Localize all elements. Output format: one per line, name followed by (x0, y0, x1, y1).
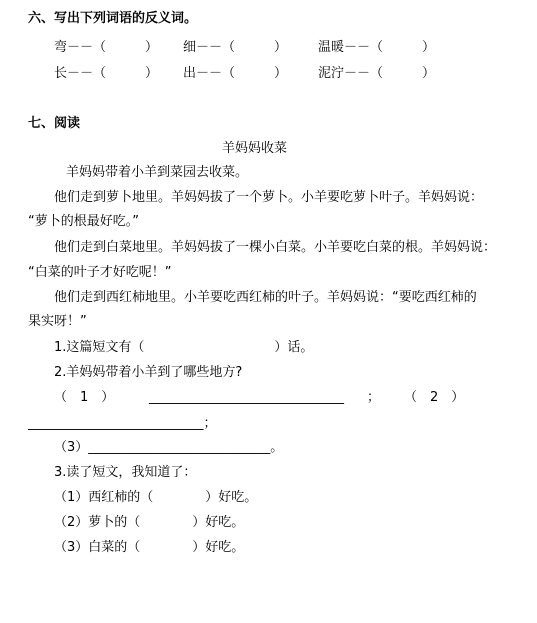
question-3-item: （2）萝卜的（ ）好吃。 (54, 515, 245, 530)
passage-paragraph: “白菜的叶子才好吃呢！” (28, 265, 172, 280)
question-3: 3.读了短文，我知道了： (54, 465, 197, 480)
antonym-item: 温暖－－（ ） (318, 40, 436, 55)
passage-paragraph: 他们走到西红柿地里。小羊要吃西红柿的叶子。羊妈妈说：“要吃西红柿的 (54, 290, 477, 305)
antonym-item: 弯－－（ ） (54, 40, 159, 55)
antonym-item: 泥泞－－（ ） (318, 66, 436, 81)
question-1: 1.这篇短文有（ ）话。 (54, 340, 314, 355)
answer-blank-3: （3）____________________________。 (54, 440, 284, 455)
passage-paragraph: 果实呀！” (28, 314, 87, 329)
answer-blank-1: ______________________________ (149, 390, 344, 405)
passage-paragraph: 他们走到白菜地里。羊妈妈拔了一棵小白菜。小羊要吃白菜的根。羊妈妈说： (54, 240, 497, 255)
antonym-item: 长－－（ ） (54, 66, 159, 81)
antonym-item: 细－－（ ） (183, 40, 288, 55)
passage-title: 羊妈妈收菜 (222, 141, 288, 156)
section7-heading: 七、阅读 (28, 116, 81, 131)
answer-blank-2: ___________________________； (28, 416, 217, 431)
question-2: 2.羊妈妈带着小羊到了哪些地方? (54, 365, 243, 380)
question-3-item: （1）西红柿的（ ）好吃。 (54, 490, 258, 505)
passage-paragraph: “萝卜的根最好吃。” (28, 214, 139, 229)
question-3-item: （3）白菜的（ ）好吃。 (54, 540, 245, 555)
antonym-item: 出－－（ ） (183, 66, 288, 81)
answer-label-2: （ 2 ） (404, 390, 465, 405)
answer-label-1: （ 1 ） (54, 390, 115, 405)
answer-separator: ； (367, 390, 381, 405)
section6-heading: 六、写出下列词语的反义词。 (28, 11, 198, 26)
passage-paragraph: 羊妈妈带着小羊到菜园去收菜。 (66, 165, 249, 180)
passage-paragraph: 他们走到萝卜地里。羊妈妈拔了一个萝卜。小羊要吃萝卜叶子。羊妈妈说： (54, 190, 484, 205)
